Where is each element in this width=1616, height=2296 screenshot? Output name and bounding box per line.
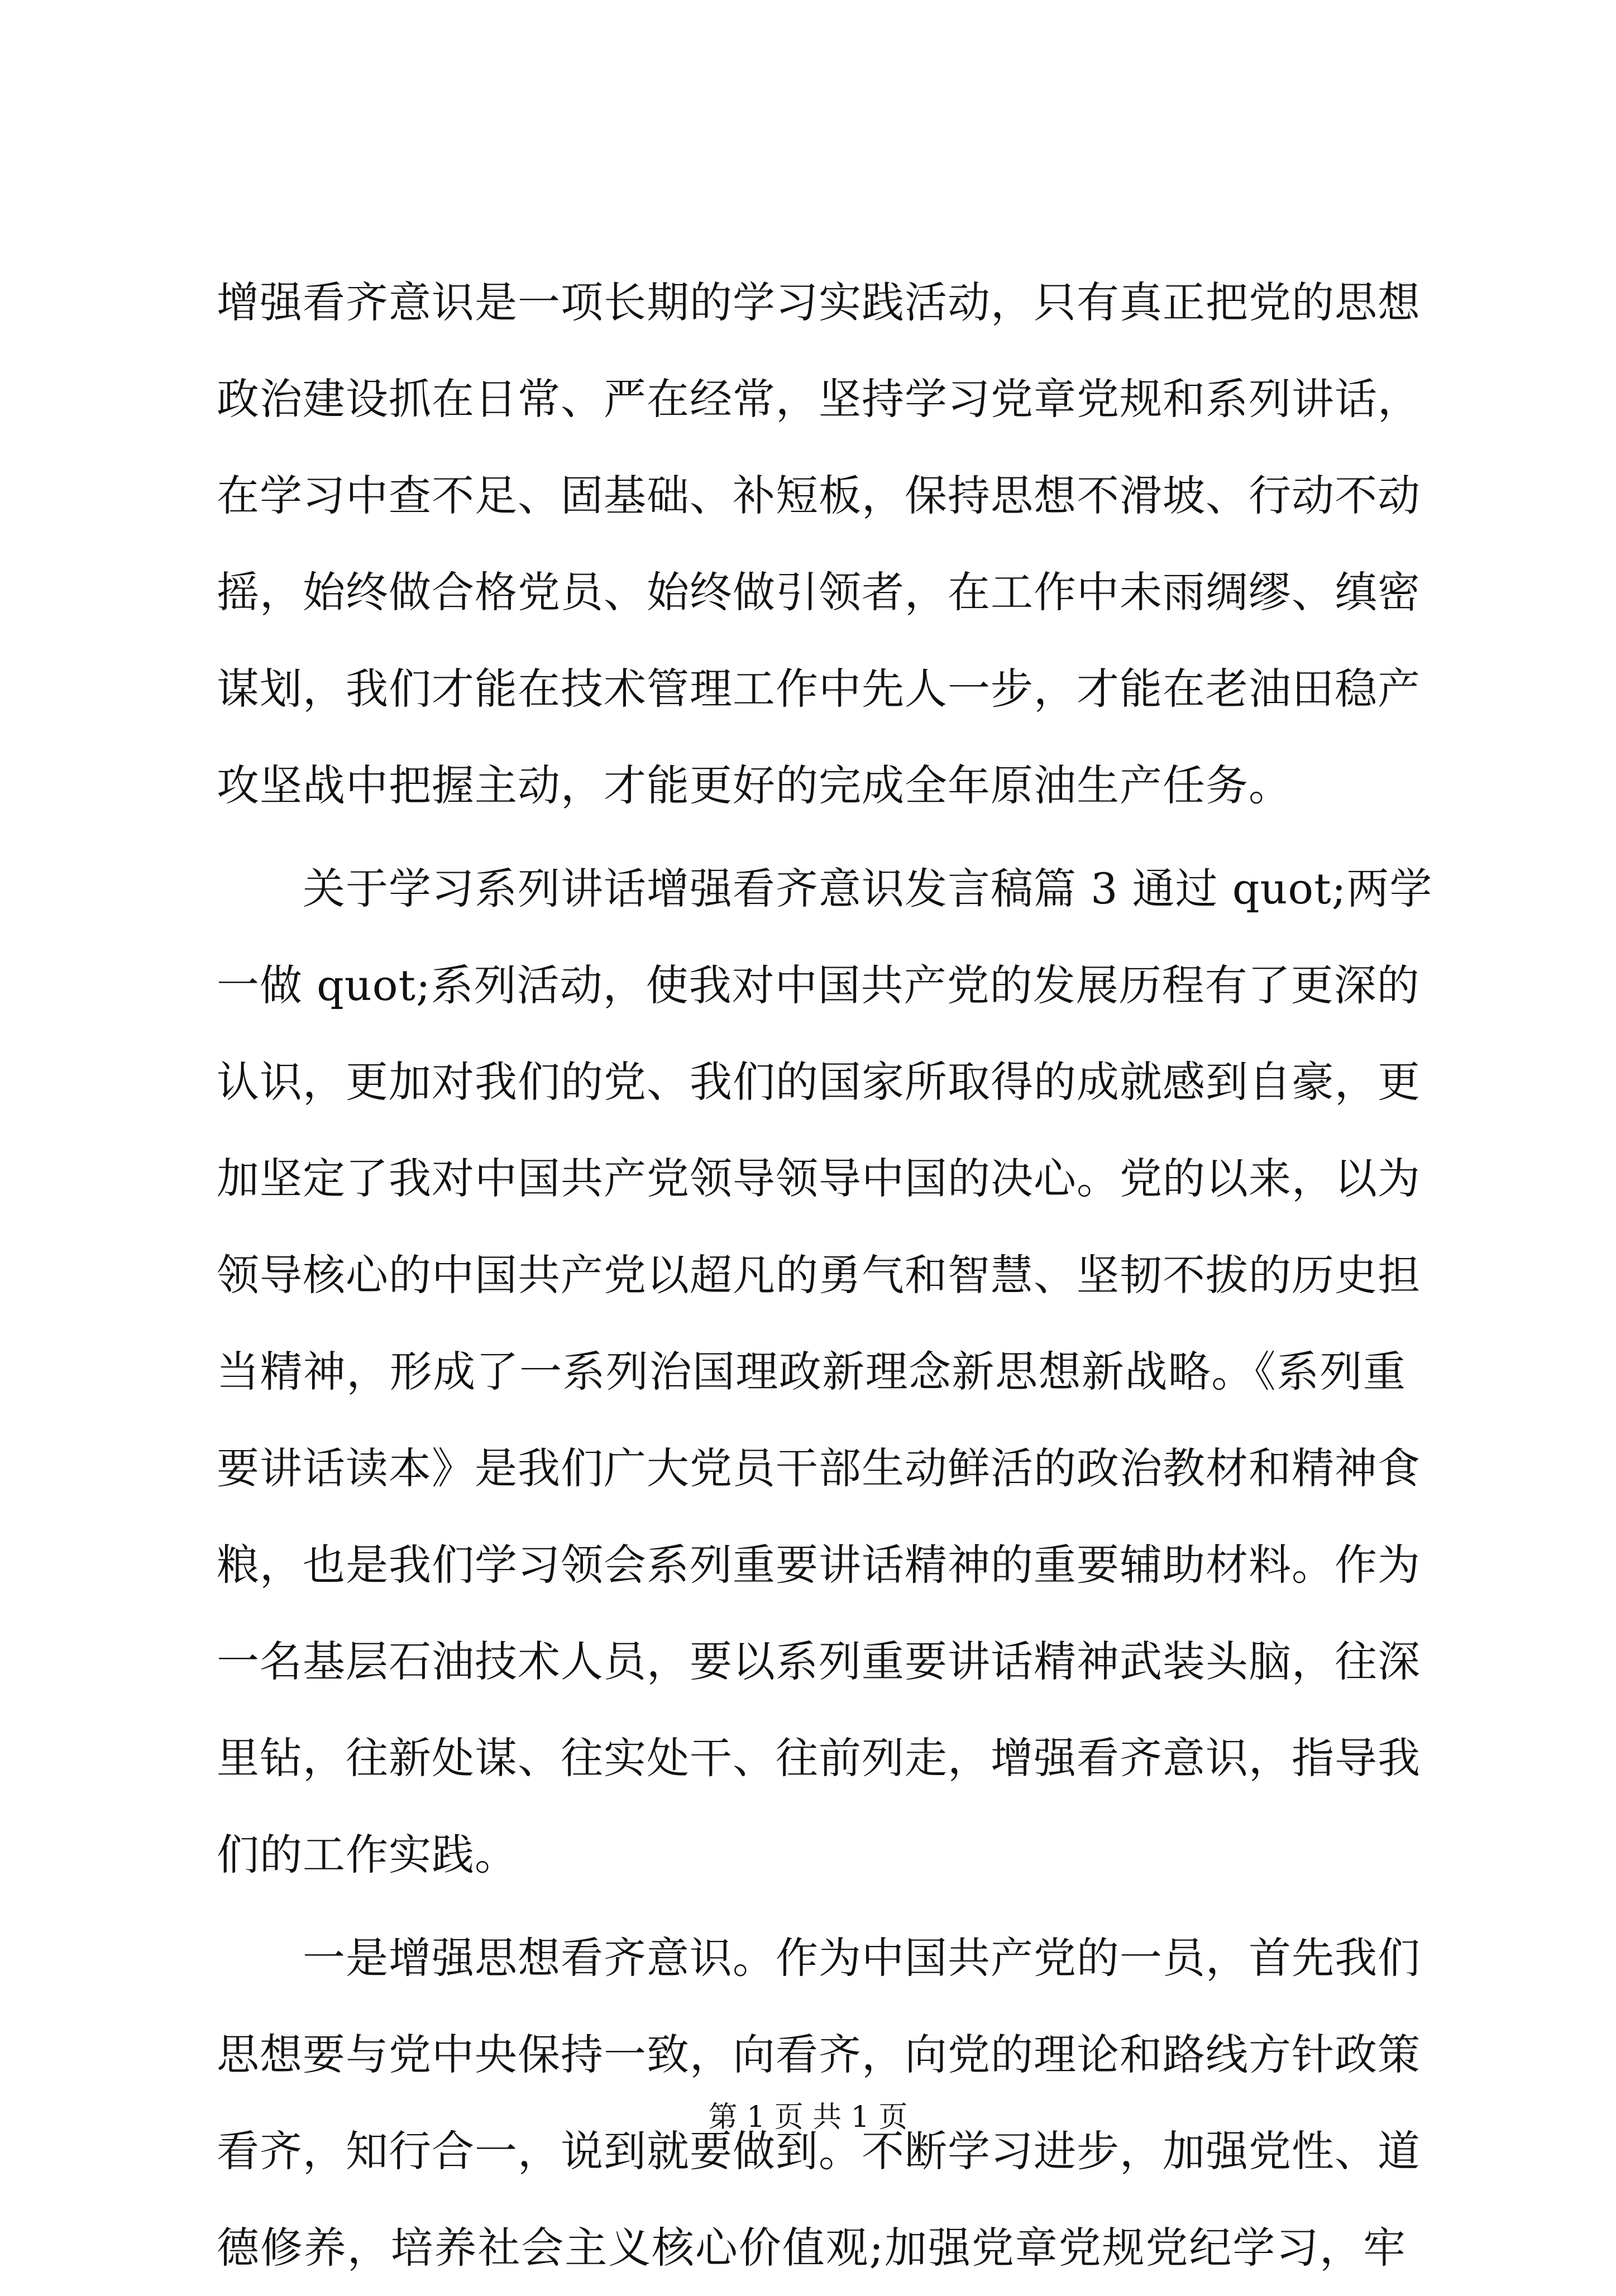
text-line: 德修养，培养社会主义核心价值观;加强党章党规党纪学习，牢	[217, 2223, 1406, 2273]
text-line: 谋划，我们才能在技术管理工作中先人一步，才能在老油田稳产	[217, 664, 1421, 714]
text-line: 们的工作实践。	[217, 1830, 518, 1879]
paragraph-start-line: 一是增强思想看齐意识。作为中国共产党的一员，首先我们	[217, 1933, 1421, 1983]
page-number-footer: 第 1 页 共 1 页	[708, 2101, 908, 2134]
text-line: 在学习中查不足、固基础、补短板，保持思想不滑坡、行动不动	[217, 471, 1421, 520]
text-line: 摇，始终做合格党员、始终做引领者，在工作中未雨绸缪、缜密	[217, 567, 1421, 617]
text-line: 增强看齐意识是一项长期的学习实践活动，只有真正把党的思想	[217, 278, 1421, 327]
paragraph-start-line: 关于学习系列讲话增强看齐意识发言稿篇 3 通过 quot;两学	[217, 864, 1433, 913]
text-line: 里钻，往新处谋、往实处干、往前列走，增强看齐意识，指导我	[217, 1733, 1421, 1783]
text-line: 当精神，形成了一系列治国理政新理念新思想新战略。《系列重	[217, 1347, 1406, 1396]
text-line: 一名基层石油技术人员，要以系列重要讲话精神武装头脑，往深	[217, 1637, 1421, 1686]
text-line: 认识，更加对我们的党、我们的国家所取得的成就感到自豪，更	[217, 1057, 1421, 1107]
text-line: 领导核心的中国共产党以超凡的勇气和智慧、坚韧不拔的历史担	[217, 1250, 1421, 1300]
text-line: 要讲话读本》是我们广大党员干部生动鲜活的政治教材和精神食	[217, 1443, 1421, 1493]
text-line: 攻坚战中把握主动，才能更好的完成全年原油生产任务。	[217, 760, 1292, 810]
document-body	[217, 254, 1433, 2296]
text-line: 看齐，知行合一，说到就要做到。不断学习进步，加强党性、道	[217, 2126, 1421, 2176]
text-line: 政治建设抓在日常、严在经常，坚持学习党章党规和系列讲话，	[217, 374, 1421, 424]
text-line: 加坚定了我对中国共产党领导领导中国的决心。党的以来，以为	[217, 1154, 1421, 1203]
text-line: 一做 quot;系列活动，使我对中国共产党的发展历程有了更深的	[217, 960, 1420, 1010]
text-line: 思想要与党中央保持一致，向看齐，向党的理论和路线方针政策	[217, 2030, 1421, 2079]
text-line: 粮，也是我们学习领会系列重要讲话精神的重要辅助材料。作为	[217, 1540, 1421, 1590]
